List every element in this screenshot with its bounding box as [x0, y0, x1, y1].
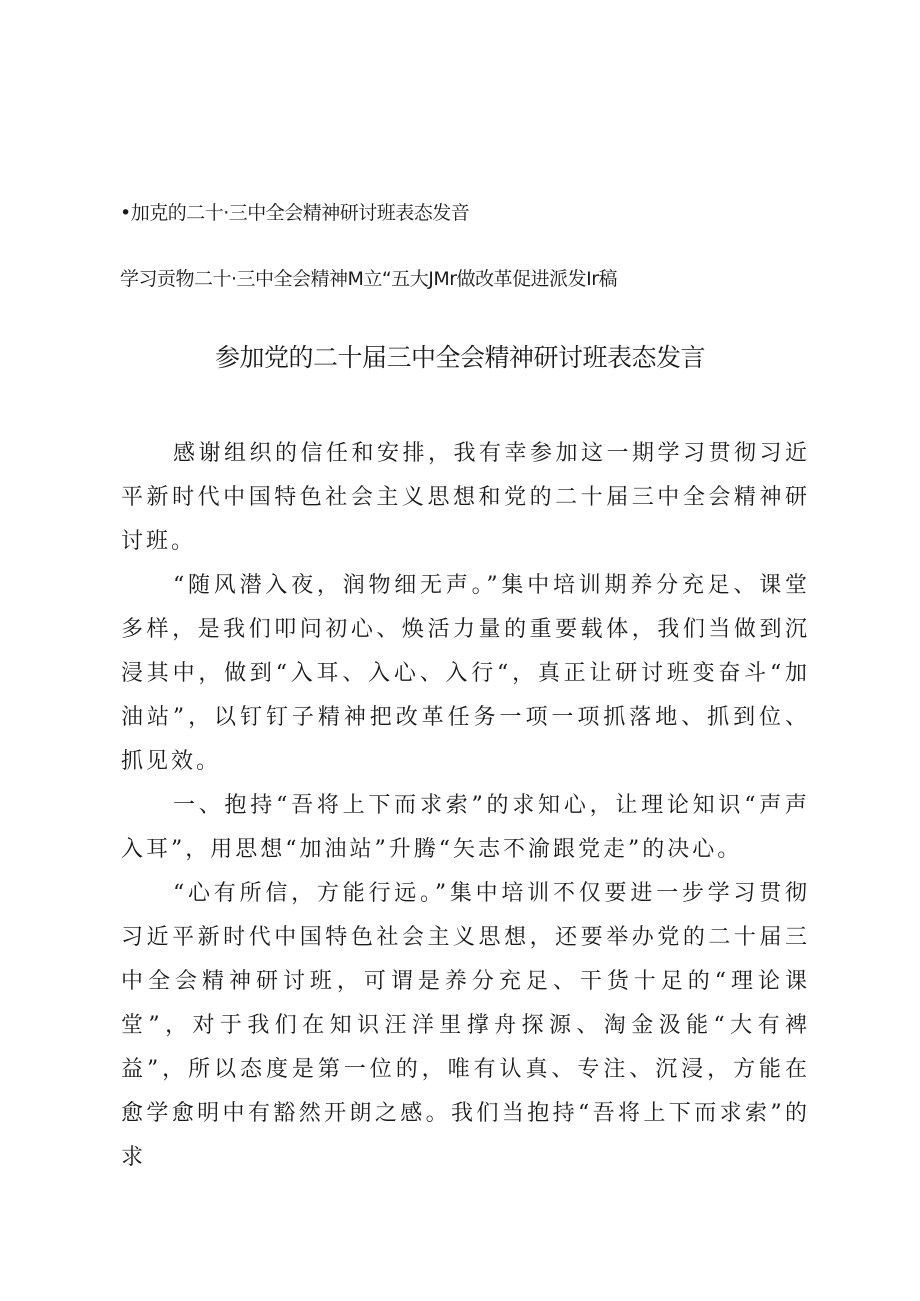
toc-line-1: •加克的二十·三中全会精神研讨班表态发音 — [120, 202, 470, 224]
body-paragraph-4: “心有所信，方能行远。”集中培训不仅要进一步学习贯彻习近平新时代中国特色社会主义思想，还要举办党的二十届三中全会精神研讨班，可谓是养分充足、干货十足的“理论课堂”，对于我们在知识汪洋里撑舟探源、淘金汲能“大有裨益”，所以态度是第一位的，唯有认真、专注、沉浸，方能在愈学愈明中有豁然开朗之感。我们当抱持“吾将上下而求索”的求 — [121, 881, 810, 1170]
body-paragraph-3: 一、抱持“吾将上下而求索”的求知心，让理论知识“声声入耳”，用思想“加油站”升腾“矢志不渝跟党走”的决心。 — [121, 793, 810, 862]
document-body — [121, 432, 810, 1180]
body-paragraph-1: 感谢组织的信任和安排，我有幸参加这一期学习贯彻习近平新时代中国特色社会主义思想和党的二十届三中全会精神研讨班。 — [121, 441, 810, 554]
body-paragraph-2: “随风潜入夜，润物细无声。”集中培训期养分充足、课堂多样，是我们叩问初心、焕活力量的重要载体，我们当做到沉浸其中，做到“入耳、入心、入行“，真正让研讨班变奋斗“加油站”，以钉钉子精神把改革任务一项一项抓落地、抓到位、抓见效。 — [121, 573, 810, 774]
toc-line-2: 学习贡物二十·三中全会精神M立“五大JMr做改革促进派发Ir稿 — [120, 268, 618, 290]
document-title: 参加党的二十届三中全会精神研讨班表态发言 — [214, 343, 705, 372]
